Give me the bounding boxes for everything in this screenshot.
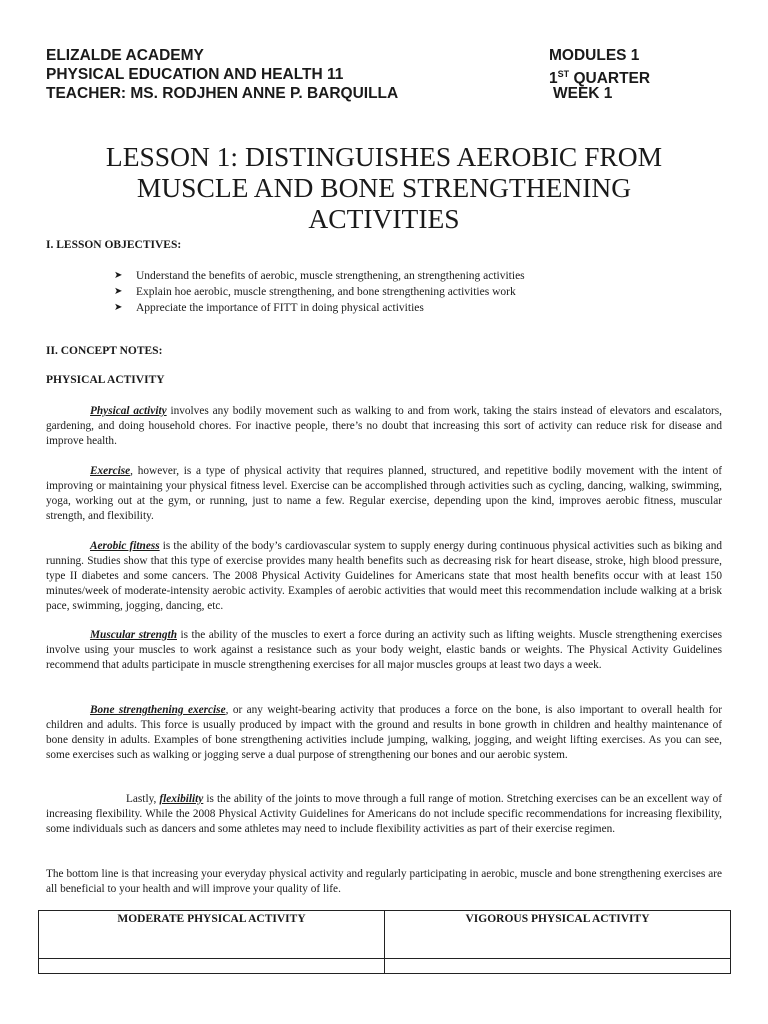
column-header-vigorous: VIGOROUS PHYSICAL ACTIVITY <box>385 911 731 959</box>
paragraph-aerobic-fitness: Aerobic fitness is the ability of the body’s cardiovascular system to supply energy during continuous physical activities such as biking and running. Studies show that this type of exercise provides many health benefits such as decreasing risk for heart disease, stroke, high blood pressure, type II diabetes and some cancers. The 2008 Physical Activity Guidelines for Americans state that most health benefits occur with at least 150 minutes/week of moderate-intensity aerobic activity. Examples of aerobic activities that would meet this recommendation include walking at a brisk pace, swimming, jogging, dancing, etc. <box>46 540 722 612</box>
quarter-word: QUARTER <box>573 70 651 87</box>
school-name: ELIZALDE ACADEMY <box>46 47 204 64</box>
term-exercise: Exercise <box>90 465 131 477</box>
objective-item: ➤ Appreciate the importance of FITT in doing physical activities <box>114 302 424 314</box>
quarter-number: 1 <box>549 70 558 87</box>
paragraph-flexibility: Lastly, flexibility is the ability of the joints to move through a full range of motion. Stretching exercises can be an excellent way of increasing flexibility. While the 2008 Physical Activity Guidelines for Americans do not include specific recommendations for increasing flexibility, some individuals such as dancers and some athletes may need to include flexibility activities as part of their exercise regimen. <box>46 793 722 835</box>
module-label: MODULES 1 <box>549 47 640 64</box>
lesson-title <box>40 141 728 234</box>
lesson-title-line-3: ACTIVITIES <box>308 203 460 234</box>
objectives-list <box>114 268 525 316</box>
header-row-2 <box>46 65 726 87</box>
concept-notes-heading: II. CONCEPT NOTES: <box>46 345 163 357</box>
lesson-title-line-2: MUSCLE AND BONE STRENGTHENING <box>136 172 632 203</box>
activity-table <box>38 910 731 974</box>
table-row <box>39 959 731 974</box>
quarter-ordinal: ST <box>557 69 570 79</box>
paragraph-exercise: Exercise, however, is a type of physical activity that requires planned, structured, and repetitive bodily movement with the intent of improving or maintaining your physical fitness level. Exercise can be accomplished through activities such as cycling, dancing, walking, swimming, yoga, working out at the gym, or running, just to name a few. Regular exercise, depending upon the kind, improves aerobic fitness, muscular strength, and flexibility. <box>46 465 722 522</box>
arrowhead-bullet-icon: ➤ <box>114 286 123 297</box>
term-flexibility: flexibility <box>159 793 204 805</box>
objective-item: ➤ Explain hoe aerobic, muscle strengthening, and bone strengthening activities work <box>114 286 516 298</box>
objective-item: ➤ Understand the benefits of aerobic, muscle strengthening, an strengthening activities <box>114 270 525 282</box>
paragraph-muscular-strength: Muscular strength is the ability of the muscles to exert a force during an activity such as lifting weights. Muscle strengthening exercises involve using your muscles to work against a resistance such as your body weight, elastic bands or weights. The Physical Activity Guidelines recommend that adults participate in muscle strengthening exercises for all major muscles groups at least two days a week. <box>46 629 722 671</box>
term-muscular-strength: Muscular strength <box>90 629 177 641</box>
paragraph-physical-activity: Physical activity involves any bodily movement such as walking to and from work, taking the stairs instead of elevators and escalators, gardening, and doing household chores. For inactive people, there’s no doubt that increasing this sort of activity can reduce risk for disease and improve health. <box>46 405 722 447</box>
term-physical-activity: Physical activity <box>90 405 167 417</box>
term-aerobic-fitness: Aerobic fitness <box>90 540 160 552</box>
header-row-3 <box>46 84 726 103</box>
physical-activity-heading: PHYSICAL ACTIVITY <box>46 374 165 386</box>
paragraph-bone-strengthening: Bone strengthening exercise, or any weight-bearing activity that produces a force on the bone, is also important to overall health for children and adults. This force is usually produced by impact with the ground and results in bone growth in children and healthy maintenance of bone density in adults. Examples of bone strengthening activities include jumping, walking, jogging, and weight lifting exercises. As you can see, some exercises such as walking or jogging serve a dual purpose of strengthening our bones and our aerobic system. <box>46 704 723 761</box>
arrowhead-bullet-icon: ➤ <box>114 302 123 313</box>
table-header-row <box>39 911 731 959</box>
arrowhead-bullet-icon: ➤ <box>114 270 123 281</box>
subject-name: PHYSICAL EDUCATION AND HEALTH 11 <box>46 66 344 83</box>
term-bone-strengthening: Bone strengthening exercise <box>90 704 226 716</box>
week-label: WEEK 1 <box>553 85 613 102</box>
header-row-1 <box>46 46 726 65</box>
column-header-moderate: MODERATE PHYSICAL ACTIVITY <box>39 911 385 959</box>
paragraph-bottom-line: The bottom line is that increasing your everyday physical activity and regularly participating in aerobic, muscle and bone strengthening exercises are all beneficial to your health and will improve your quality of life. <box>46 868 722 895</box>
teacher-name: TEACHER: MS. RODJHEN ANNE P. BARQUILLA <box>46 85 399 102</box>
document-header <box>46 46 726 103</box>
objectives-heading: I. LESSON OBJECTIVES: <box>46 239 182 251</box>
table-cell-moderate[interactable] <box>39 959 385 974</box>
lesson-title-line-1: LESSON 1: DISTINGUISHES AEROBIC FROM <box>105 141 663 172</box>
table-cell-vigorous[interactable] <box>385 959 731 974</box>
